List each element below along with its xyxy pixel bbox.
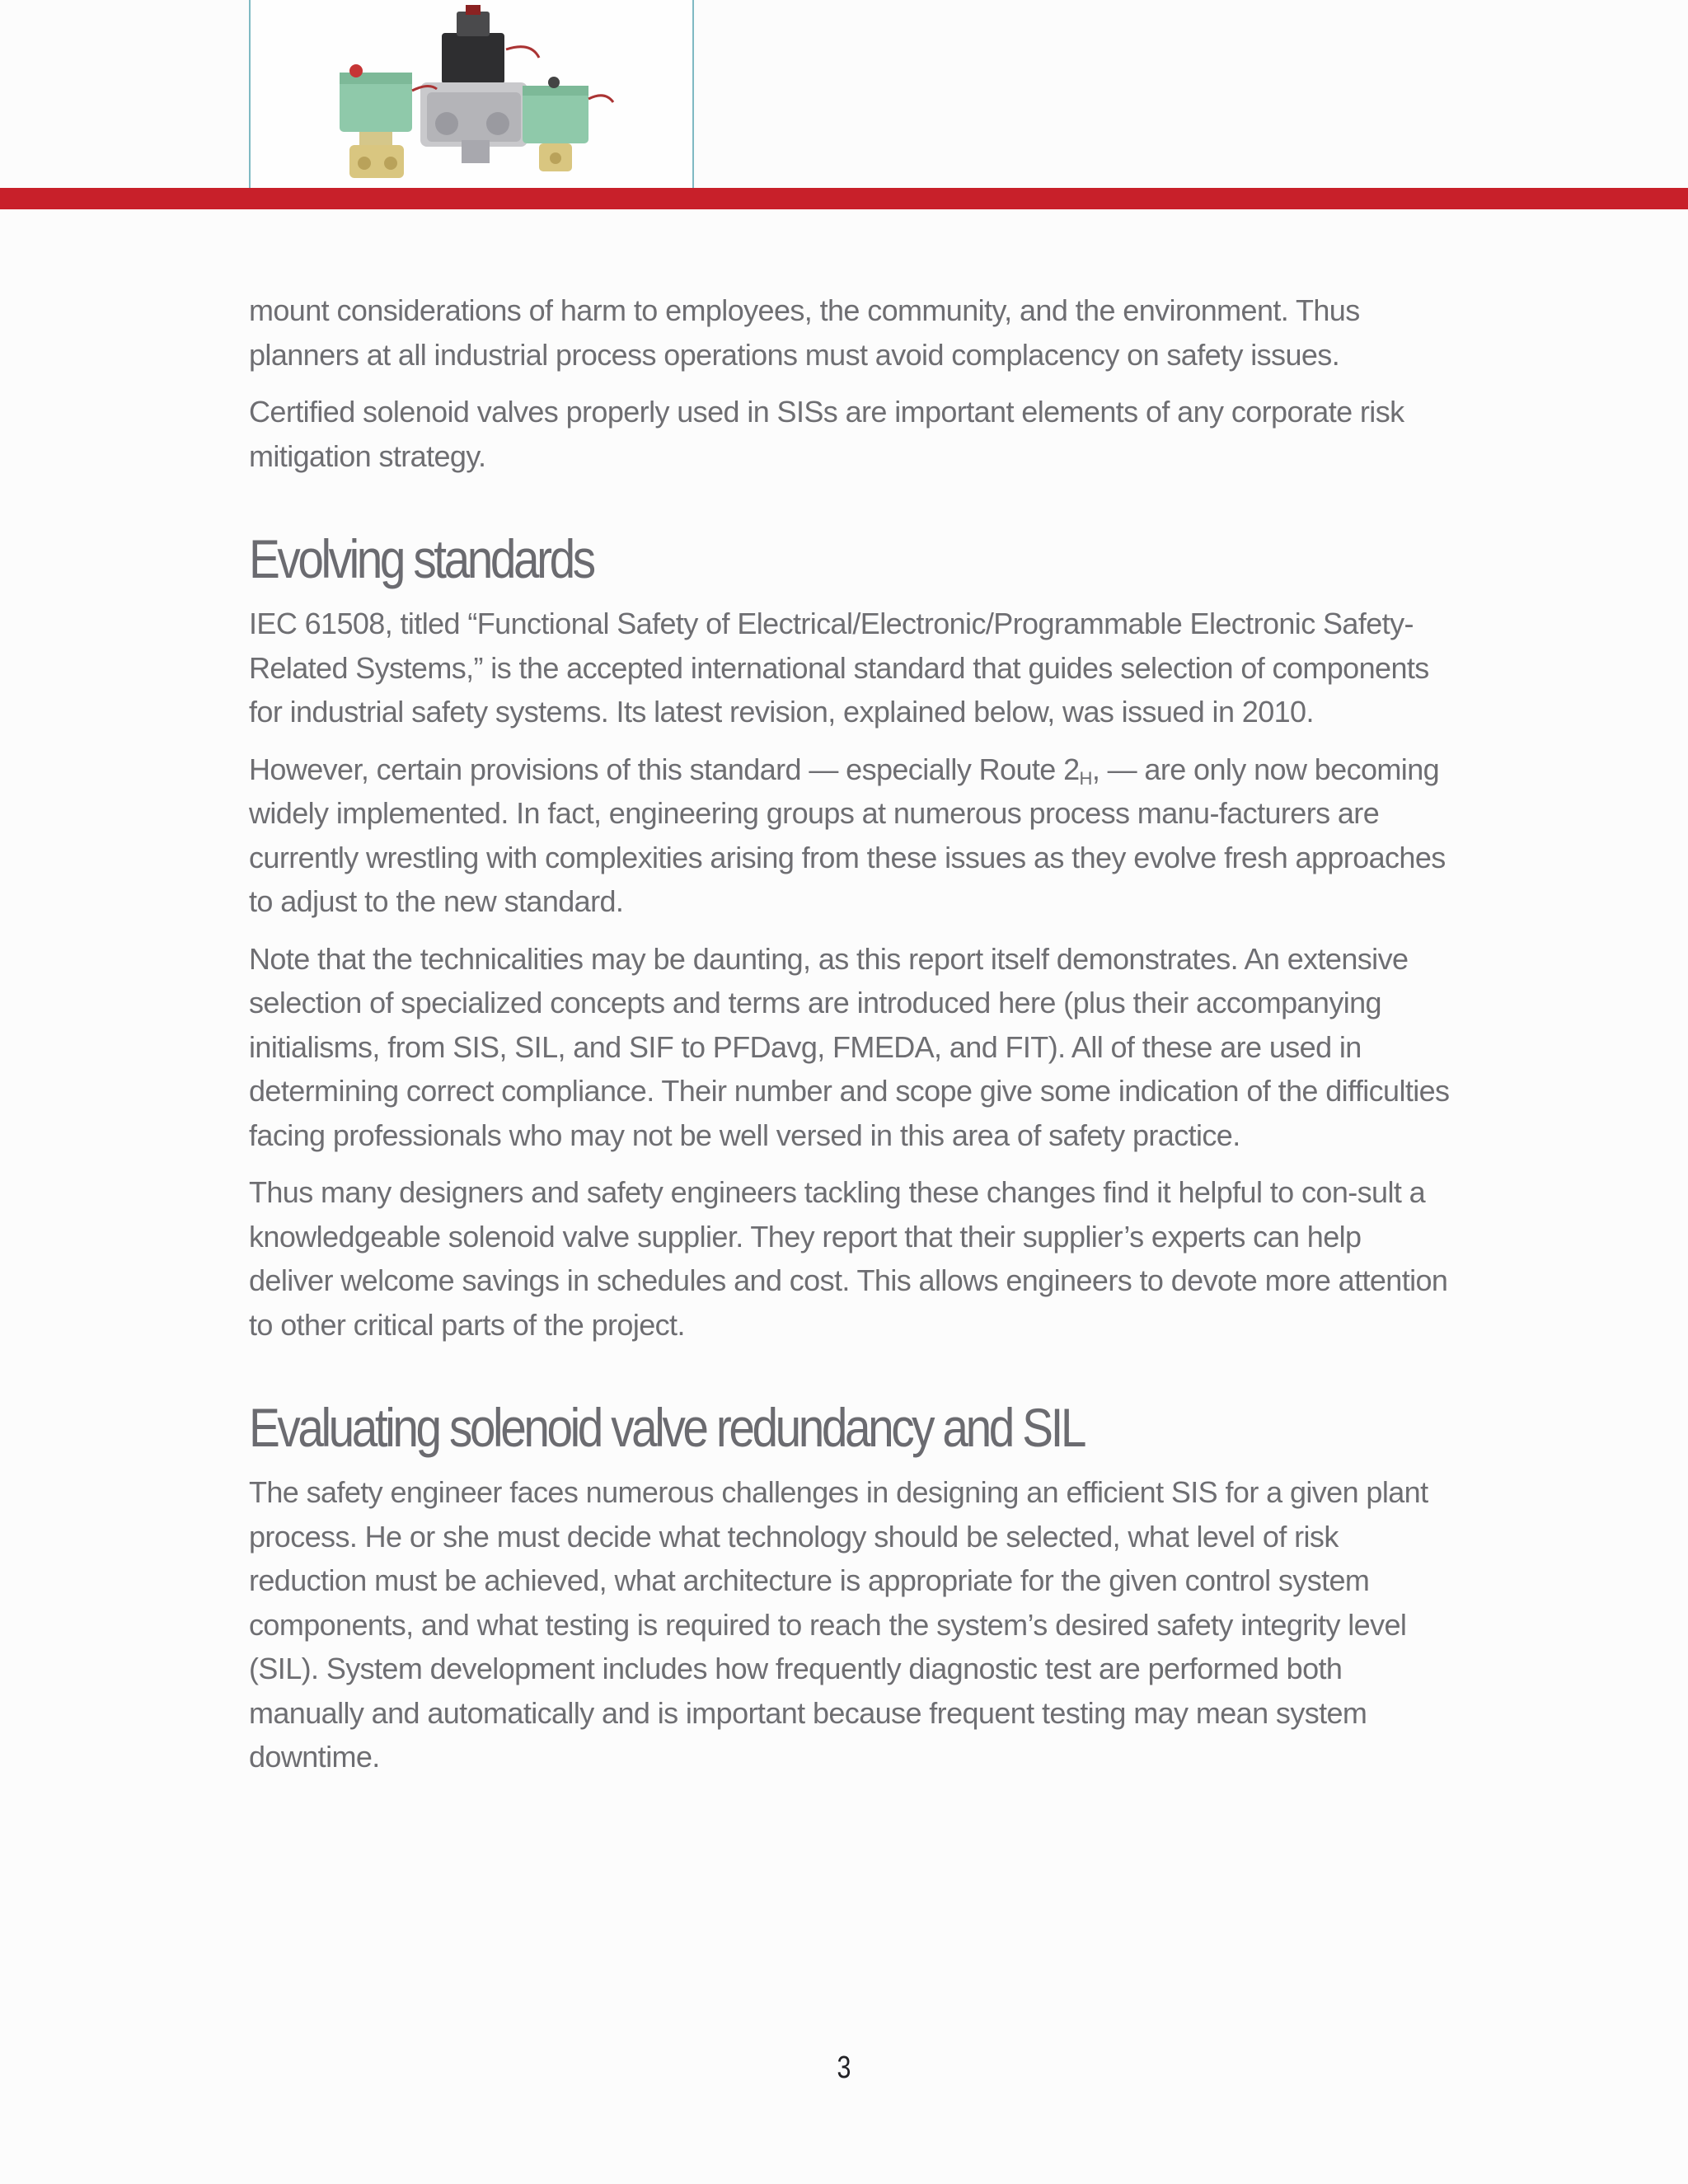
section-heading-evolving-standards: Evolving standards (249, 528, 593, 589)
section1-paragraph-1: IEC 61508, titled “Functional Safety of Electrical/Electronic/Programmable Electronic Safety-Related Systems,” is the accepted international standard that guides selection of components for industrial safety systems. Its latest revision, explained below, was issued in 2010. (249, 607, 1429, 729)
section1-paragraph-2-before: However, certain provisions of this standard — especially Route 2 (249, 752, 1080, 786)
solenoid-valves-illustration (251, 0, 692, 188)
section1-paragraph-2 (249, 748, 1452, 924)
header-red-rule (0, 188, 1688, 209)
intro-paragraph-1: mount considerations of harm to employees, the community, and the environment. Thus planners at all industrial process operations must avoid complacency on safety issues. (249, 293, 1360, 372)
section1-paragraph-4: Thus many designers and safety engineers tackling these changes find it helpful to con-sult a knowledgeable solenoid valve supplier. They report that their supplier’s experts can help deliver welcome savings in schedules and cost. This allows engineers to devote more attention to other critical parts of the project. (249, 1175, 1448, 1342)
section-heading-evaluating-redundancy: Evaluating solenoid valve redundancy and SIL (249, 1397, 1085, 1458)
section1-paragraph-2-after: , — are only now becoming widely implemented. In fact, engineering groups at numerous process manu-facturers are currently wrestling with complexities arising from these issues as they evolve fresh approaches to adjust to the new standard. (249, 752, 1446, 918)
route-subscript: H (1079, 767, 1092, 789)
section1-paragraph-3: Note that the technicalities may be daunting, as this report itself demonstrates. An extensive selection of specialized concepts and terms are introduced here (plus their accompanying initialisms, from SIS, SIL, and SIF to PFDavg, FMEDA, and FIT). All of these are used in determining correct compliance. Their number and scope give some indication of the difficulties facing professionals who may not be well versed in this area of safety practice. (249, 941, 1450, 1152)
article-body (249, 288, 1452, 1793)
section2-paragraph-1: The safety engineer faces numerous challenges in designing an efficient SIS for a given plant process. He or she must decide what technology should be selected, what level of risk reduction must be achieved, what architecture is appropriate for the given control system components, and what testing is required to reach the system’s desired safety integrity level (SIL). System development includes how frequently diagnostic test are performed both manually and automatically and is important because frequent testing may mean system downtime. (249, 1475, 1428, 1774)
page-number: 3 (837, 2050, 851, 2085)
intro-paragraph-2: Certified solenoid valves properly used in SISs are important elements of any corporate risk mitigation strategy. (249, 395, 1404, 473)
header-product-image (249, 0, 694, 188)
